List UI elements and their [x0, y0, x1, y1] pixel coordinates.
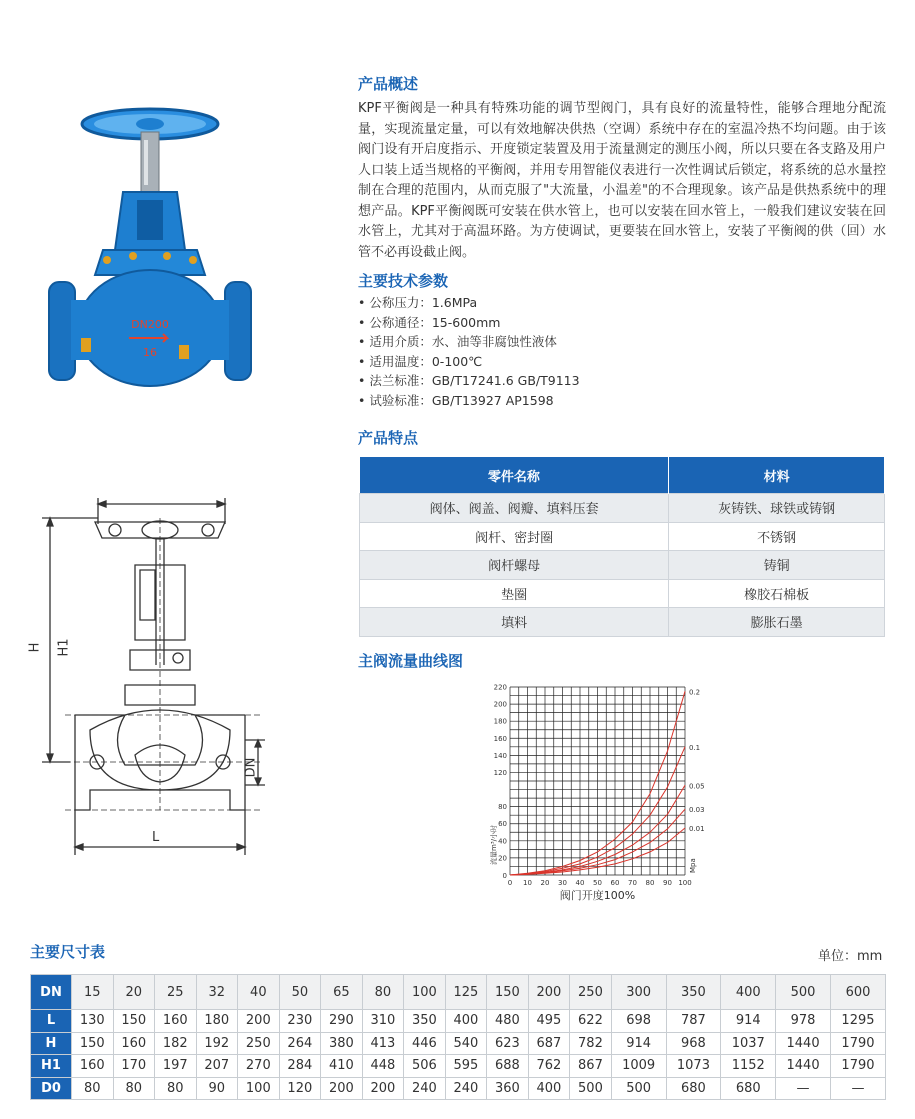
param-item: • 公称压力：1.6MPa [358, 293, 580, 313]
dim-cell: 200 [321, 1077, 363, 1100]
cell-material: 膨胀石墨 [669, 608, 885, 637]
flow-chart-title: 主阀流量曲线图 [358, 652, 464, 670]
dim-cell: 1073 [666, 1055, 721, 1078]
cell-material: 铸铜 [669, 551, 885, 580]
x-tick-label: 0 [507, 879, 513, 887]
y-tick-label: 120 [493, 768, 507, 777]
x-tick-label: 50 [593, 879, 602, 887]
dim-cell: 65 [321, 975, 363, 1010]
dim-cell: 600 [830, 975, 885, 1010]
dim-row-header: D0 [31, 1077, 72, 1100]
dim-cell: 250 [238, 1032, 280, 1055]
dim-cell: 80 [113, 1077, 155, 1100]
origin-label: 0 [502, 872, 507, 880]
x-tick-label: 30 [558, 879, 567, 887]
dim-row-header: H1 [31, 1055, 72, 1078]
dim-cell: 20 [113, 975, 155, 1010]
valve-marking-pn: 16 [143, 346, 157, 359]
params-title: 主要技术参数 [358, 272, 449, 290]
dim-cell: 15 [72, 975, 114, 1010]
table-row [360, 579, 885, 608]
dim-cell: 150 [72, 1032, 114, 1055]
x-axis-label: 阀门开度100% [559, 889, 636, 902]
dim-cell: 290 [321, 1010, 363, 1033]
dim-row-d0 [31, 1077, 886, 1100]
table-header-row [360, 457, 885, 494]
dim-cell: 1152 [721, 1055, 776, 1078]
dim-cell: 240 [404, 1077, 446, 1100]
dim-label-dn: DN [243, 757, 259, 778]
dim-cell: 400 [721, 975, 776, 1010]
dim-cell: 182 [155, 1032, 197, 1055]
y-tick-label: 140 [493, 751, 507, 760]
table-row [360, 522, 885, 551]
dimensions-table [30, 974, 886, 1100]
y-axis-label: 流量m³/小时 [490, 825, 498, 865]
y-tick-label: 160 [493, 734, 507, 743]
param-item: • 适用温度：0-100℃ [358, 352, 580, 372]
cell-material: 灰铸铁、球铁或铸钢 [669, 494, 885, 523]
dim-cell: 506 [404, 1055, 446, 1078]
dim-cell: 623 [487, 1032, 529, 1055]
dim-cell: 180 [196, 1010, 238, 1033]
cell-material: 不锈钢 [669, 522, 885, 551]
dim-cell: 762 [528, 1055, 570, 1078]
dim-cell: — [830, 1077, 885, 1100]
dim-cell: 310 [362, 1010, 404, 1033]
features-title: 产品特点 [358, 429, 419, 447]
dim-row-h1 [31, 1055, 886, 1078]
cell-part: 阀杆螺母 [360, 551, 669, 580]
overview-text: KPF平衡阀是一种具有特殊功能的调节型阀门，具有良好的流量特性，能够合理地分配流量，实现流量定量，可以有效地解决供热（空调）系统中存在的室温冷热不均问题。由于该阀门设有开启度指示、开度锁定装置及用于流量测定的测压小阀，所以只要在各支路及用户人口装上适当规格的平衡阀，并用专用智能仪表进行一次性调试后锁定，将系统的总水量控制在合理的范围内，从而克服了"大流量，小温差"的不合理现象。该产品是供热系统中的理想产品。KPF平衡阀既可安装在供水管上，也可以安装在回水管上，一般我们建议安装在回水管上，尤其对于高温环路。为方使调试，更要装在回水管上，安装了平衡阀的供（回）水管不必再设截止阀。 [358, 101, 886, 260]
y-tick-label: 20 [498, 854, 507, 863]
dim-cell: 50 [279, 975, 321, 1010]
dim-cell: 595 [445, 1055, 487, 1078]
dim-cell: 540 [445, 1032, 487, 1055]
dim-row-header: DN [31, 975, 72, 1010]
dim-cell: 160 [72, 1055, 114, 1078]
table-row [360, 551, 885, 580]
y-tick-label: 220 [493, 683, 507, 692]
overview-title: 产品概述 [358, 75, 419, 93]
param-item: • 法兰标准：GB/T17241.6 GB/T9113 [358, 371, 580, 391]
dim-cell: 1037 [721, 1032, 776, 1055]
dim-cell: 495 [528, 1010, 570, 1033]
dim-cell: 448 [362, 1055, 404, 1078]
dim-cell: 192 [196, 1032, 238, 1055]
y-tick-label: 80 [498, 803, 507, 812]
dim-cell: 100 [238, 1077, 280, 1100]
dim-row-header: L [31, 1010, 72, 1033]
dim-cell: 32 [196, 975, 238, 1010]
dim-label-l: L [152, 830, 160, 845]
dim-cell: 1295 [830, 1010, 885, 1033]
dim-cell: 914 [721, 1010, 776, 1033]
series-label: 0.2 [689, 688, 701, 697]
dim-cell: 1790 [830, 1032, 885, 1055]
dim-cell: 867 [570, 1055, 612, 1078]
dim-cell: 782 [570, 1032, 612, 1055]
dim-cell: 230 [279, 1010, 321, 1033]
dim-cell: 90 [196, 1077, 238, 1100]
valve-marking-dn: DN200 [131, 318, 169, 331]
dim-label-h: H [27, 642, 43, 653]
table-row [360, 494, 885, 523]
dim-cell: 698 [611, 1010, 666, 1033]
dim-cell: 270 [238, 1055, 280, 1078]
valve-technical-drawing [30, 490, 280, 870]
dim-label-h1: H1 [56, 638, 72, 657]
dim-cell: 380 [321, 1032, 363, 1055]
x-tick-label: 100 [678, 879, 692, 887]
dim-row-h [31, 1032, 886, 1055]
param-item: • 适用介质：水、油等非腐蚀性液体 [358, 332, 580, 352]
dim-cell: 1790 [830, 1055, 885, 1078]
valve-product-photo [45, 100, 255, 400]
dim-cell: 250 [570, 975, 612, 1010]
dim-cell: 1009 [611, 1055, 666, 1078]
y-tick-label: 200 [493, 700, 507, 709]
dim-cell: 160 [155, 1010, 197, 1033]
dim-cell: 197 [155, 1055, 197, 1078]
series-label: 0.1 [689, 743, 701, 752]
dim-cell: 410 [321, 1055, 363, 1078]
dim-cell: 978 [776, 1010, 831, 1033]
cell-material: 橡胶石棉板 [669, 579, 885, 608]
param-item: • 公称通径：15-600mm [358, 313, 580, 333]
dim-cell: 1440 [776, 1055, 831, 1078]
header-material: 材料 [669, 457, 885, 494]
flow-chart [470, 675, 720, 905]
cell-part: 阀体、阀盖、阀瓣、填料压套 [360, 494, 669, 523]
header-part-name: 零件名称 [360, 457, 669, 494]
dim-cell: 622 [570, 1010, 612, 1033]
series-label: 0.01 [689, 825, 705, 833]
dim-cell: 480 [487, 1010, 529, 1033]
cell-part: 垫圈 [360, 579, 669, 608]
dim-cell: 240 [445, 1077, 487, 1100]
dim-cell: 200 [528, 975, 570, 1010]
dim-cell: 350 [666, 975, 721, 1010]
dimensions-title: 主要尺寸表 [30, 943, 106, 961]
unit-label: 单位：mm [818, 949, 883, 964]
dim-cell: 680 [721, 1077, 776, 1100]
x-tick-label: 90 [663, 879, 672, 887]
dim-cell: 207 [196, 1055, 238, 1078]
dim-row-l [31, 1010, 886, 1033]
dim-cell: 687 [528, 1032, 570, 1055]
dim-cell: 25 [155, 975, 197, 1010]
dim-cell: 300 [611, 975, 666, 1010]
x-tick-label: 60 [610, 879, 620, 887]
dim-cell: 413 [362, 1032, 404, 1055]
dim-cell: 688 [487, 1055, 529, 1078]
series-label: 0.03 [689, 806, 705, 815]
dim-cell: 100 [404, 975, 446, 1010]
dim-cell: 80 [72, 1077, 114, 1100]
cell-part: 阀杆、密封圈 [360, 522, 669, 551]
dim-cell: 80 [362, 975, 404, 1010]
dim-cell: 170 [113, 1055, 155, 1078]
dim-cell: 80 [155, 1077, 197, 1100]
dim-cell: 400 [528, 1077, 570, 1100]
dim-cell: 787 [666, 1010, 721, 1033]
materials-table [359, 457, 885, 637]
mpa-unit-label: Mpa [689, 858, 697, 873]
params-list [358, 293, 580, 410]
dim-cell: 264 [279, 1032, 321, 1055]
dim-cell: — [776, 1077, 831, 1100]
y-tick-label: 40 [498, 837, 507, 846]
x-tick-label: 40 [575, 879, 585, 887]
param-item: • 试验标准：GB/T13927 AP1598 [358, 391, 580, 411]
dim-cell: 350 [404, 1010, 446, 1033]
dim-cell: 284 [279, 1055, 321, 1078]
series-label: 0.05 [689, 782, 705, 791]
dim-cell: 446 [404, 1032, 446, 1055]
dim-cell: 150 [113, 1010, 155, 1033]
y-tick-label: 60 [498, 820, 507, 829]
dim-cell: 360 [487, 1077, 529, 1100]
dim-cell: 160 [113, 1032, 155, 1055]
dim-cell: 914 [611, 1032, 666, 1055]
cell-part: 填料 [360, 608, 669, 637]
dim-cell: 500 [570, 1077, 612, 1100]
table-row [360, 608, 885, 637]
dim-cell: 1440 [776, 1032, 831, 1055]
dim-cell: 968 [666, 1032, 721, 1055]
dim-cell: 150 [487, 975, 529, 1010]
dim-cell: 120 [279, 1077, 321, 1100]
y-tick-label: 180 [493, 717, 507, 726]
dim-cell: 200 [362, 1077, 404, 1100]
dim-cell: 200 [238, 1010, 280, 1033]
dim-cell: 500 [776, 975, 831, 1010]
x-tick-label: 80 [645, 879, 655, 887]
dim-cell: 130 [72, 1010, 114, 1033]
dim-cell: 500 [611, 1077, 666, 1100]
dim-cell: 125 [445, 975, 487, 1010]
dim-cell: 40 [238, 975, 280, 1010]
x-tick-label: 70 [628, 879, 637, 887]
x-tick-label: 10 [523, 879, 532, 887]
dim-row-dn [31, 975, 886, 1010]
dim-cell: 400 [445, 1010, 487, 1033]
x-tick-label: 20 [540, 879, 550, 887]
dim-cell: 680 [666, 1077, 721, 1100]
dim-row-header: H [31, 1032, 72, 1055]
